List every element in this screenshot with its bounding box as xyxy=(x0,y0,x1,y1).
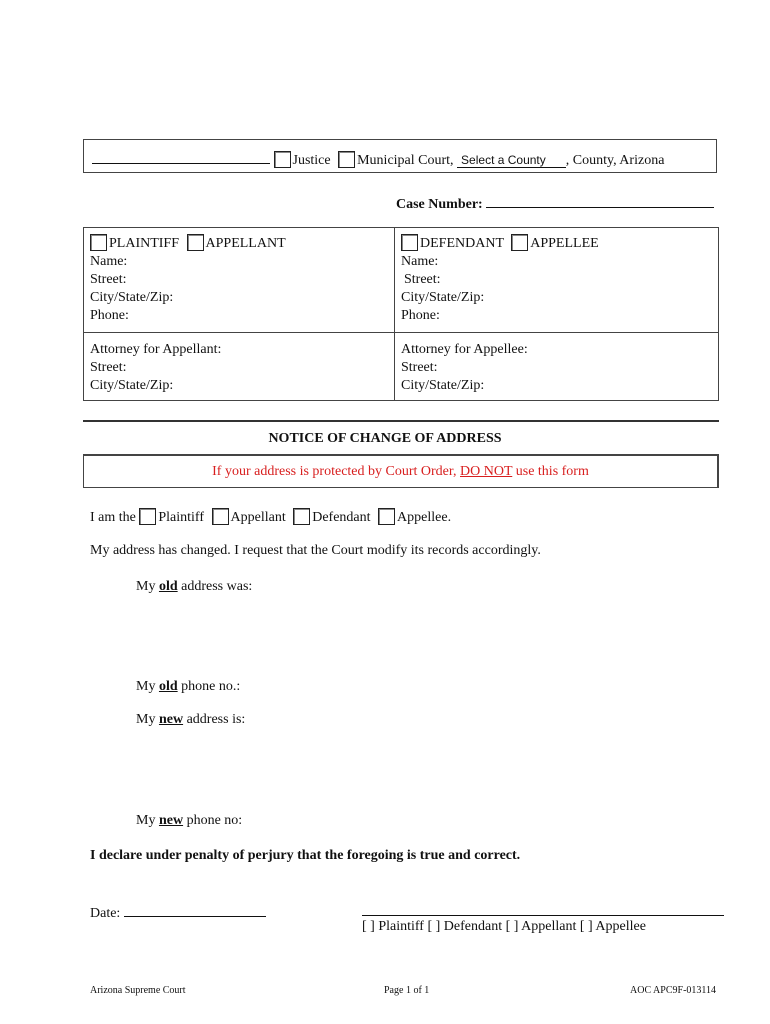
appellant-checkbox[interactable] xyxy=(187,234,204,251)
new-address-label xyxy=(136,712,245,728)
warning-emphasis: DO NOT xyxy=(460,464,513,479)
court-header-box xyxy=(83,139,717,173)
changed-statement: My address has changed. I request that the Court modify its records accordingly. xyxy=(90,543,541,558)
municipal-checkbox[interactable] xyxy=(338,151,355,168)
old-address-post: address was: xyxy=(177,579,253,594)
appellee-checkbox[interactable] xyxy=(511,234,528,251)
right-field-street: Street: xyxy=(404,272,441,287)
right-field-phone: Phone: xyxy=(401,308,440,323)
date-field[interactable] xyxy=(124,902,266,917)
new-address-pre: My xyxy=(136,712,159,727)
old-address-keyword: old xyxy=(158,579,178,594)
county-suffix: , County, Arizona xyxy=(565,153,665,168)
left-field-name: Name: xyxy=(90,254,128,269)
defendant-cell xyxy=(401,234,599,325)
municipal-label: Municipal Court, xyxy=(357,153,454,168)
left-field-street: Street: xyxy=(90,272,127,287)
warning-box xyxy=(83,454,719,488)
justice-label: Justice xyxy=(292,153,331,168)
new-address-post: address is: xyxy=(183,712,246,727)
case-number-label: Case Number: xyxy=(396,197,483,212)
defendant-label: DEFENDANT xyxy=(420,236,504,251)
notice-title: NOTICE OF CHANGE OF ADDRESS xyxy=(268,431,502,446)
section-rule xyxy=(83,420,719,422)
role-prefix: I am the xyxy=(90,510,136,525)
justice-checkbox[interactable] xyxy=(274,151,291,168)
appellant-attorney-label: Attorney for Appellant: xyxy=(90,342,222,357)
role-plaintiff-checkbox[interactable] xyxy=(139,508,156,525)
appellant-label: APPELLANT xyxy=(205,236,286,251)
date-label: Date: xyxy=(90,906,121,921)
old-address-label xyxy=(136,579,252,595)
case-number xyxy=(396,193,714,213)
parties-table xyxy=(83,227,719,401)
old-address-pre: My xyxy=(136,579,159,594)
column-divider xyxy=(394,228,395,400)
appellee-attorney-label: Attorney for Appellee: xyxy=(401,342,528,357)
footer-left: Arizona Supreme Court xyxy=(90,985,186,996)
declaration: I declare under penalty of perjury that the foregoing is true and correct. xyxy=(90,848,521,863)
defendant-checkbox[interactable] xyxy=(401,234,418,251)
left-field-phone: Phone: xyxy=(90,308,129,323)
warning-text-before: If your address is protected by Court Order, xyxy=(212,464,460,479)
right-field-city: City/State/Zip: xyxy=(401,290,485,305)
appellant-attorney-city: City/State/Zip: xyxy=(90,378,174,393)
role-defendant-checkbox[interactable] xyxy=(293,508,310,525)
county-select[interactable]: Select a County xyxy=(457,153,566,168)
appellee-attorney-cell xyxy=(401,341,528,395)
footer-form-id: AOC APC9F-013114 xyxy=(630,985,717,996)
role-appellant-label: Appellant xyxy=(230,510,286,525)
old-phone-pre: My xyxy=(136,679,159,694)
row-divider xyxy=(84,332,718,333)
court-line xyxy=(92,149,664,169)
new-address-keyword: new xyxy=(158,712,184,727)
left-field-city: City/State/Zip: xyxy=(90,290,174,305)
appellee-attorney-city: City/State/Zip: xyxy=(401,378,485,393)
plaintiff-cell xyxy=(90,234,286,325)
date-row xyxy=(90,902,266,922)
role-plaintiff-label: Plaintiff xyxy=(158,510,205,525)
right-field-name: Name: xyxy=(401,254,439,269)
new-phone-pre: My xyxy=(136,813,159,828)
appellee-label: APPELLEE xyxy=(530,236,599,251)
plaintiff-checkbox[interactable] xyxy=(90,234,107,251)
role-appellee-checkbox[interactable] xyxy=(378,508,395,525)
appellant-attorney-cell xyxy=(90,341,221,395)
role-defendant-label: Defendant xyxy=(312,510,371,525)
new-phone-post: phone no: xyxy=(183,813,243,828)
signature-line[interactable] xyxy=(362,915,724,916)
role-appellee-label: Appellee. xyxy=(397,510,452,525)
court-name-field[interactable] xyxy=(92,149,270,164)
new-phone-keyword: new xyxy=(158,813,184,828)
old-phone-post: phone no.: xyxy=(177,679,241,694)
appellant-attorney-street: Street: xyxy=(90,360,127,375)
role-line xyxy=(90,508,451,526)
old-phone-keyword: old xyxy=(158,679,178,694)
old-phone-label xyxy=(136,679,240,695)
case-number-field[interactable] xyxy=(486,193,714,208)
new-phone-label xyxy=(136,813,242,829)
warning-text-after: use this form xyxy=(512,464,589,479)
footer-page: Page 1 of 1 xyxy=(384,985,430,996)
appellee-attorney-street: Street: xyxy=(401,360,438,375)
signature-roles: [ ] Plaintiff [ ] Defendant [ ] Appellant [ ] Appellee xyxy=(362,919,646,934)
role-appellant-checkbox[interactable] xyxy=(212,508,229,525)
plaintiff-label: PLAINTIFF xyxy=(109,236,180,251)
